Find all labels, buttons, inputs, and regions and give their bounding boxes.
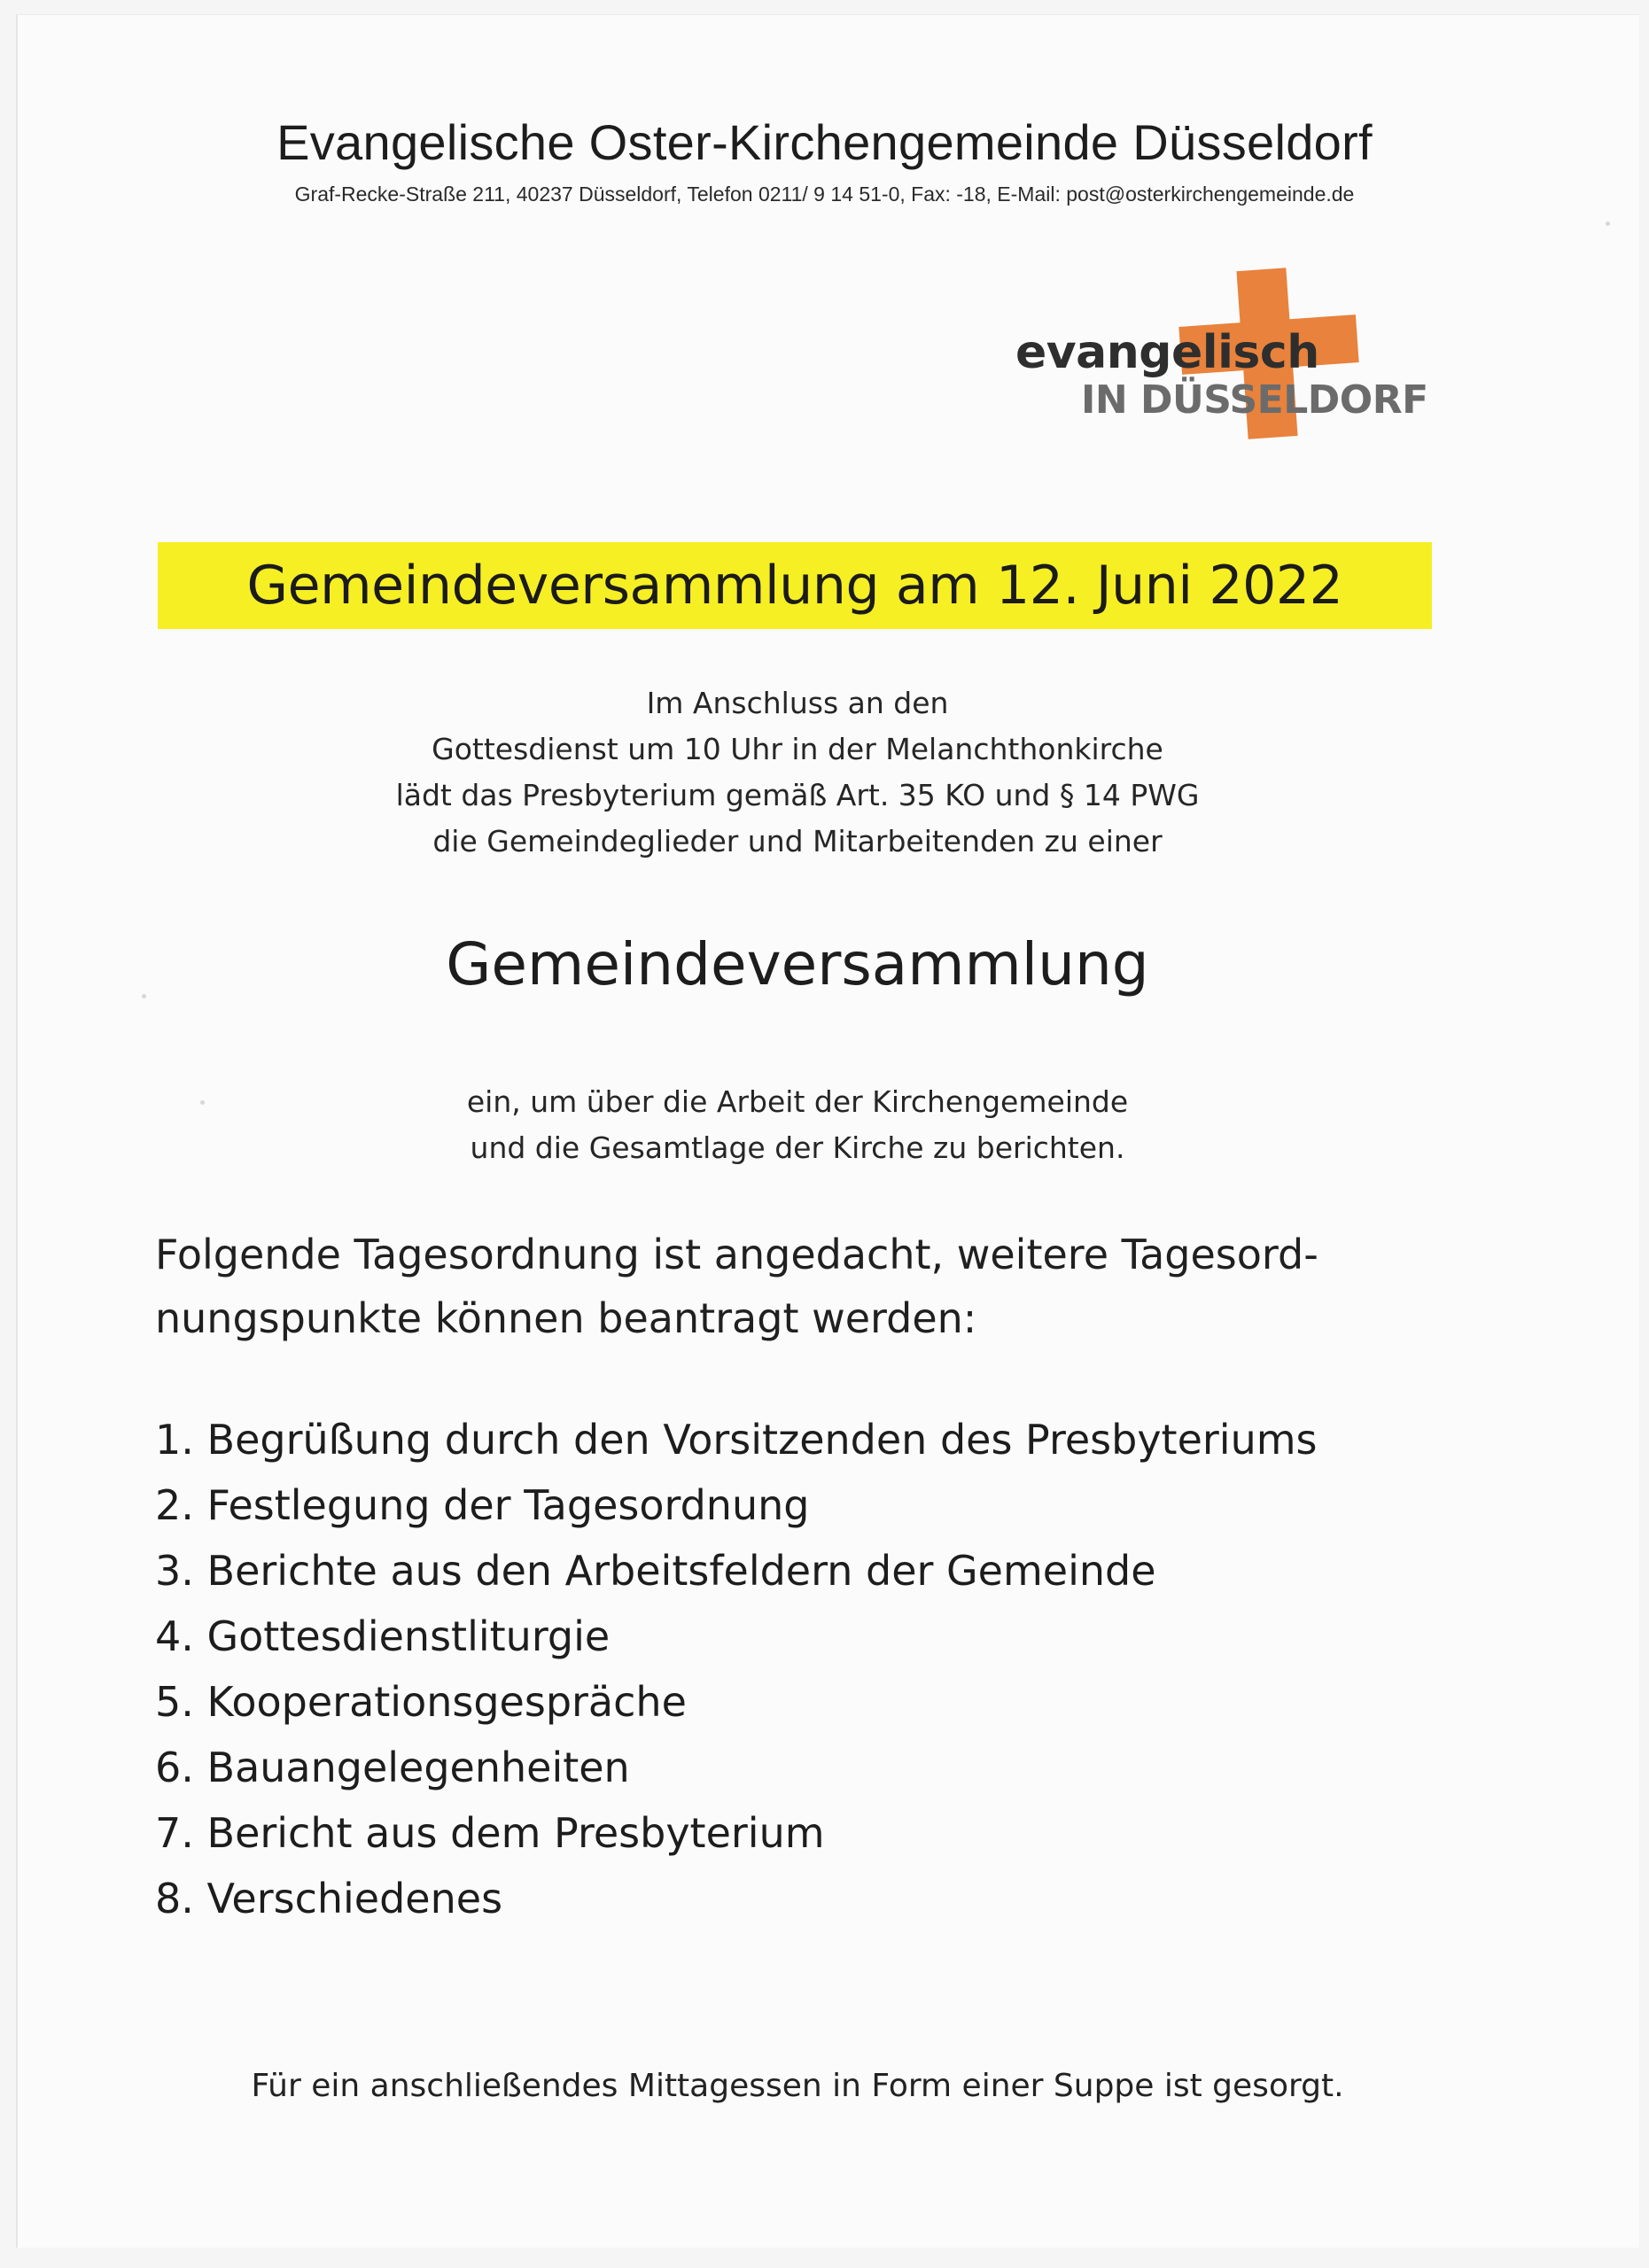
agenda-item: 3. Berichte aus den Arbeitsfeldern der Gemeinde [155, 1547, 1156, 1595]
evangelisch-in-duesseldorf-logo [1010, 269, 1444, 447]
agenda-item: 2. Festlegung der Tagesordnung [155, 1481, 810, 1529]
invitation-line: die Gemeindeglieder und Mitarbeitenden zu einer [432, 824, 1163, 858]
contact-address-line: Graf-Recke-Straße 211, 40237 Düsseldorf, Telefon 0211/ 9 14 51-0, Fax: -18, E-Mail: post@osterkirchengemeinde.de [294, 183, 1355, 206]
invitation-line: Gottesdienst um 10 Uhr in der Melanchthonkirche [432, 732, 1163, 766]
agenda-item: 5. Kooperationsgespräche [155, 1678, 687, 1726]
banner-title: Gemeindeversammlung am 12. Juni 2022 [246, 555, 1343, 617]
agenda-item: 6. Bauangelegenheiten [155, 1744, 630, 1791]
logo-text-evangelisch: evangelisch [1015, 326, 1319, 379]
scan-speck [200, 1100, 205, 1105]
agenda-item: 4. Gottesdienstliturgie [155, 1612, 611, 1660]
invitation-line: Im Anschluss an den [646, 686, 949, 720]
agenda-item: 1. Begrüßung durch den Vorsitzenden des Presbyteriums [155, 1416, 1318, 1464]
highlighted-banner [158, 542, 1432, 629]
purpose-paragraph [0, 1079, 1595, 1171]
scan-speck [142, 994, 146, 998]
agenda-intro [155, 1223, 1318, 1350]
lunch-note: Für ein anschließendes Mittagessen in Form einer Suppe ist gesorgt. [251, 2068, 1344, 2104]
purpose-line: und die Gesamtlage der Kirche zu berichten. [470, 1130, 1125, 1165]
invitation-paragraph [0, 680, 1595, 865]
logo-text-in-duesseldorf: IN DÜSSELDORF [1081, 377, 1428, 423]
agenda-intro-line: nungspunkte können beantragt werden: [155, 1294, 977, 1342]
agenda-intro-line: Folgende Tagesordnung ist angedacht, weitere Tagesord- [155, 1231, 1318, 1278]
agenda-item: 7. Bericht aus dem Presbyterium [155, 1809, 825, 1857]
invitation-line: lädt das Presbyterium gemäß Art. 35 KO und § 14 PWG [395, 778, 1200, 812]
main-heading: Gemeindeversammlung [446, 930, 1149, 998]
agenda-item: 8. Verschiedenes [155, 1875, 503, 1922]
purpose-line: ein, um über die Arbeit der Kirchengemeinde [466, 1084, 1129, 1119]
agenda-list [155, 1407, 1318, 1931]
church-name-heading: Evangelische Oster-Kirchengemeinde Düsseldorf [276, 114, 1373, 170]
scan-speck [1606, 221, 1610, 226]
